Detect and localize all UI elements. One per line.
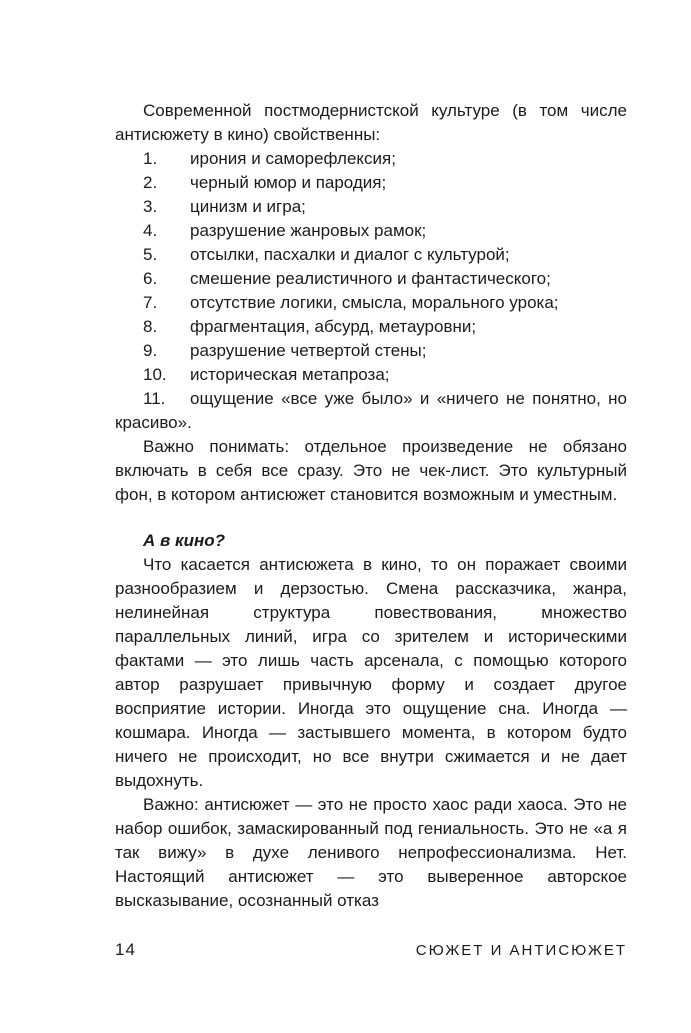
section-heading: А в кино? — [143, 531, 226, 550]
list-item-text: фрагментация, абсурд, метауровни; — [190, 317, 477, 336]
list-item — [115, 363, 627, 387]
list-item-text: разрушение жанровых рамок; — [190, 221, 427, 240]
list-item-number: 3. — [143, 197, 158, 216]
running-title: СЮЖЕТ И АНТИСЮЖЕТ — [415, 942, 627, 959]
list-item — [115, 315, 627, 339]
list-item-text: черный юмор и пародия; — [190, 173, 387, 192]
list-item-text: ирония и саморефлексия; — [190, 149, 396, 168]
page-number: 14 — [115, 940, 136, 959]
list-item-text: цинизм и игра; — [190, 197, 306, 216]
list-item-text: смешение реалистичного и фантастического; — [190, 269, 551, 288]
list-item-number: 8. — [143, 317, 158, 336]
list-item-text: историческая метапроза; — [190, 365, 390, 384]
list-item-number: 4. — [143, 221, 158, 240]
list-item-number: 7. — [143, 293, 158, 312]
list-item — [115, 267, 627, 291]
paragraph: Важно понимать: отдельное произведение не обязано включать в себя все сразу. Это не чек-лист. Это культурный фон, в котором антисюжет становится возможным и уместным. — [115, 437, 627, 504]
list-item — [115, 219, 627, 243]
intro-paragraph: Современной постмодернистской культуре (в том числе антисюжету в кино) свойственны: — [115, 101, 627, 144]
list-item-text: разрушение четвертой стены; — [190, 341, 427, 360]
list-item — [115, 243, 627, 267]
list-item-number: 2. — [143, 173, 158, 192]
list-item-number: 6. — [143, 269, 158, 288]
list-item — [115, 195, 627, 219]
list-item — [115, 291, 627, 315]
list-item — [115, 387, 627, 435]
numbered-list — [115, 147, 627, 435]
list-item-number: 9. — [143, 341, 158, 360]
list-item-text: отсутствие логики, смысла, морального урока; — [190, 293, 559, 312]
list-item-number: 10. — [143, 365, 167, 384]
list-item — [115, 147, 627, 171]
list-item — [115, 171, 627, 195]
list-item — [115, 339, 627, 363]
page-content — [115, 99, 627, 913]
list-item-number: 5. — [143, 245, 158, 264]
list-item-number: 11. — [143, 389, 166, 408]
paragraph: Что касается антисюжета в кино, то он поражает своими разнообразием и дерзостью. Смена рассказчика, жанра, нелинейная структура повествования, множество параллельных линий, игра со зрителем и историческими фактами — это лишь часть арсенала, с помощью которого автор разрушает привычную форму и создает другое восприятие истории. Иногда это ощущение сна. Иногда — кошмара. Иногда — застывшего момента, в котором будто ничего не происходит, но все внутри сжимается и не дает выдохнуть. — [115, 555, 627, 790]
list-item-text: ощущение «все уже было» и «ничего не понятно, но красиво». — [115, 389, 627, 432]
paragraph: Важно: антисюжет — это не просто хаос ради хаоса. Это не набор ошибок, замаскированный под гениальность. Это не «а я так вижу» в духе ленивого непрофессионализма. Нет. Настоящий антисюжет — это выверенное авторское высказывание, осознанный отказ — [115, 795, 627, 910]
page-footer — [115, 938, 627, 963]
list-item-text: отсылки, пасхалки и диалог с культурой; — [190, 245, 510, 264]
list-item-number: 1. — [143, 149, 158, 168]
